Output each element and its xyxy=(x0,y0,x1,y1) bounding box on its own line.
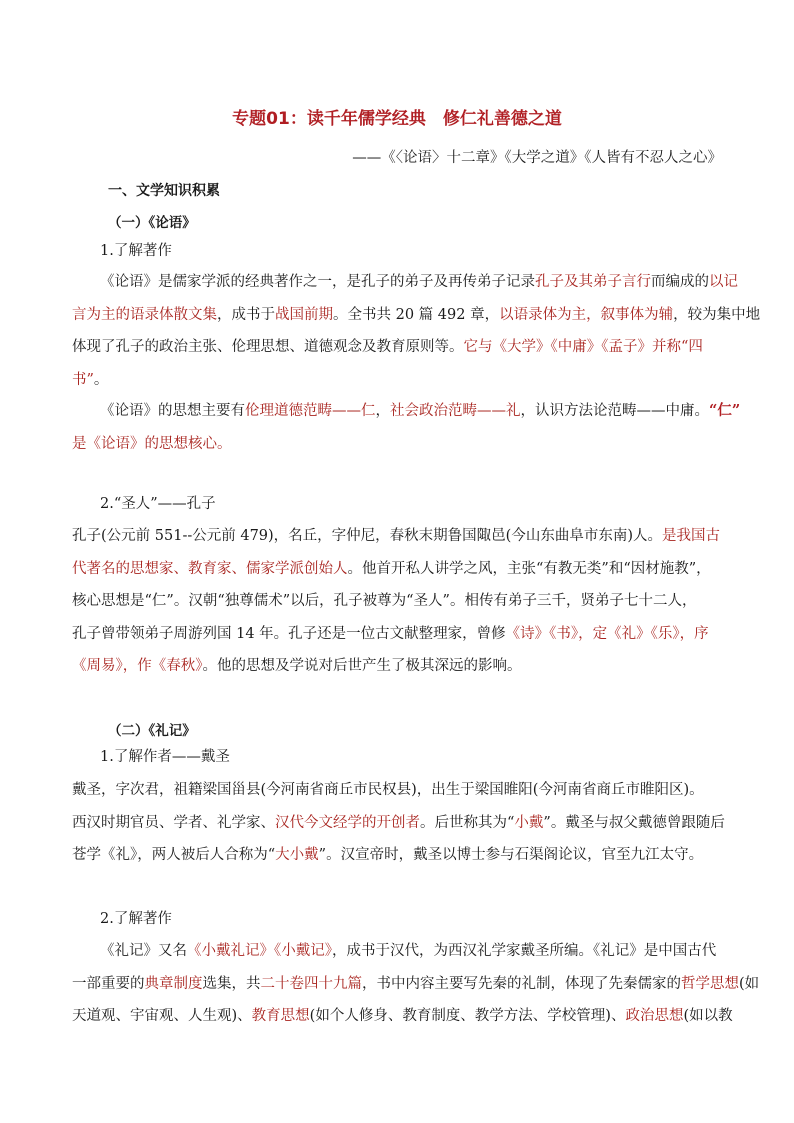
text-run: ，成书于汉代，为西汉礼学家戴圣所编。《礼记》是中国古代 xyxy=(332,943,717,959)
text-run: ， xyxy=(375,403,390,419)
text-run: 《论语》是儒家学派的经典著作之一，是孔子的弟子及再传弟子记录 xyxy=(100,274,535,290)
text-run: ，认识方法论范畴——中庸。 xyxy=(520,403,709,419)
text-run: 苍学《礼》，两人被后人合称为“ xyxy=(72,847,276,863)
paragraph-line xyxy=(100,942,716,960)
text-run: ，成书于 xyxy=(217,306,275,323)
highlighted-text: 汉代今文经学的开创者 xyxy=(275,814,420,831)
highlighted-text: 言为主的语录体散文集 xyxy=(72,306,217,323)
text-run: 《礼记》又名 xyxy=(100,943,187,959)
paragraph-line xyxy=(72,435,232,453)
paragraph-line xyxy=(100,402,740,420)
text-run: 。他首开私人讲学之风，主张“有教无类”和“因材施教”， xyxy=(347,560,711,577)
paragraph-line xyxy=(72,338,703,356)
text-run: 。 xyxy=(93,371,109,388)
highlighted-text: 典章制度 xyxy=(144,975,203,992)
highlighted-text: “仁” xyxy=(709,402,741,419)
highlighted-text: 大小戴 xyxy=(275,847,319,863)
highlighted-text: 战国前期 xyxy=(275,306,333,323)
paragraph-line xyxy=(72,814,725,832)
text-run: 体现了孔子的政治主张、伦理思想、道德观念及教育原则等。 xyxy=(72,339,464,355)
paragraph-line xyxy=(72,657,522,675)
item-heading: 1.了解作者——戴圣 xyxy=(100,749,230,765)
paragraph-line xyxy=(72,592,696,610)
highlighted-text: 二十卷四十九篇 xyxy=(260,975,362,992)
paragraph-line xyxy=(72,846,703,864)
highlighted-text: 以语录体为主，叙事体为辅 xyxy=(499,306,674,323)
item-heading: 1.了解著作 xyxy=(100,243,172,259)
highlighted-text: 《小戴礼记》《小戴记》 xyxy=(187,943,332,959)
text-run: ”。汉宣帝时，戴圣以博士参与石渠阁论议，官至九江太守。 xyxy=(318,847,704,863)
text-run: 孔子(公元前 551--公元前 479)，名丘，字仲尼，春秋末期鲁国陬邑(今山东曲阜市东南)人。 xyxy=(72,528,662,544)
page-subtitle: ——《〈论语〉十二章》《大学之道》《人皆有不忍人之心》 xyxy=(352,150,722,166)
highlighted-text: 书” xyxy=(72,371,94,388)
text-run: 。他的思想及学说对后世产生了极其深远的影响。 xyxy=(202,658,522,674)
paragraph-line xyxy=(72,781,704,799)
text-run: ”。戴圣与叔父戴德曾跟随后 xyxy=(543,814,725,831)
text-run: 。全书共 20 篇 492 章， xyxy=(333,306,500,323)
highlighted-text: 是《论语》的思想核心。 xyxy=(72,435,232,452)
highlighted-text: 以记 xyxy=(709,274,738,290)
highlighted-text: 是我国古 xyxy=(662,528,720,544)
subsection-heading-lunyu: （一）《论语》 xyxy=(108,215,196,231)
highlighted-text: 《周易》，作《春秋》 xyxy=(72,658,203,674)
section-heading: 一、文学知识积累 xyxy=(108,183,220,199)
paragraph-line xyxy=(72,975,759,993)
text-run: 天道观、宇宙观、人生观)、 xyxy=(72,1008,252,1024)
paragraph-line xyxy=(100,273,738,291)
paragraph-line xyxy=(72,625,709,643)
highlighted-text: 社会政治范畴——礼 xyxy=(390,403,521,419)
highlighted-text: 政治思想 xyxy=(625,1008,684,1024)
text-run: 一部重要的 xyxy=(72,975,145,992)
text-run: 戴圣，字次君，祖籍梁国甾县(今河南省商丘市民权县)，出生于梁国睢阳(今河南省商丘市睢阳区)。 xyxy=(72,782,704,798)
page-title: 专题01：读千年儒学经典 修仁礼善德之道 xyxy=(232,109,562,129)
paragraph-line xyxy=(72,371,108,389)
text-run: 而编成的 xyxy=(651,274,709,290)
text-run: (如 xyxy=(739,975,760,992)
highlighted-text: 教育思想 xyxy=(251,1008,310,1024)
text-run: 。后世称其为“ xyxy=(420,814,515,831)
paragraph-line xyxy=(72,527,720,545)
subsection-heading-liji: （二）《礼记》 xyxy=(108,723,196,739)
text-run: 选集，共 xyxy=(202,975,261,992)
paragraph-line xyxy=(72,560,711,578)
text-run: 《论语》的思想主要有 xyxy=(100,403,245,419)
highlighted-text: 哲学思想 xyxy=(681,975,739,992)
text-run: 孔子曾带领弟子周游列国 14 年。孔子还是一位古文献整理家，曾修 xyxy=(72,625,506,642)
highlighted-text: 孔子及其弟子言行 xyxy=(535,274,651,290)
highlighted-text: 它与《大学》《中庸》《孟子》并称“四 xyxy=(463,339,703,355)
text-run: 西汉时期官员、学者、礼学家、 xyxy=(72,814,275,831)
item-heading: 2.了解著作 xyxy=(100,911,172,927)
highlighted-text: 《诗》《书》，定《礼》《乐》，序 xyxy=(505,625,709,642)
text-run: (如个人修身、教育制度、教学方法、学校管理)、 xyxy=(309,1008,626,1024)
text-run: (如以教 xyxy=(683,1008,733,1024)
text-run: ，较为集中地 xyxy=(673,306,761,323)
highlighted-text: 代著名的思想家、教育家、儒家学派创始人 xyxy=(72,560,348,577)
highlighted-text: 小戴 xyxy=(514,814,544,831)
paragraph-line xyxy=(72,1007,733,1025)
item-heading: 2.“圣人”——孔子 xyxy=(100,496,216,512)
text-run: 核心思想是“仁”。汉朝“独尊儒术”以后，孔子被尊为“圣人”。相传有弟子三千，贤弟子七十二人， xyxy=(72,593,697,609)
text-run: ，书中内容主要写先秦的礼制，体现了先秦儒家的 xyxy=(362,975,681,992)
paragraph-line xyxy=(72,306,760,324)
highlighted-text: 伦理道德范畴——仁 xyxy=(245,403,376,419)
